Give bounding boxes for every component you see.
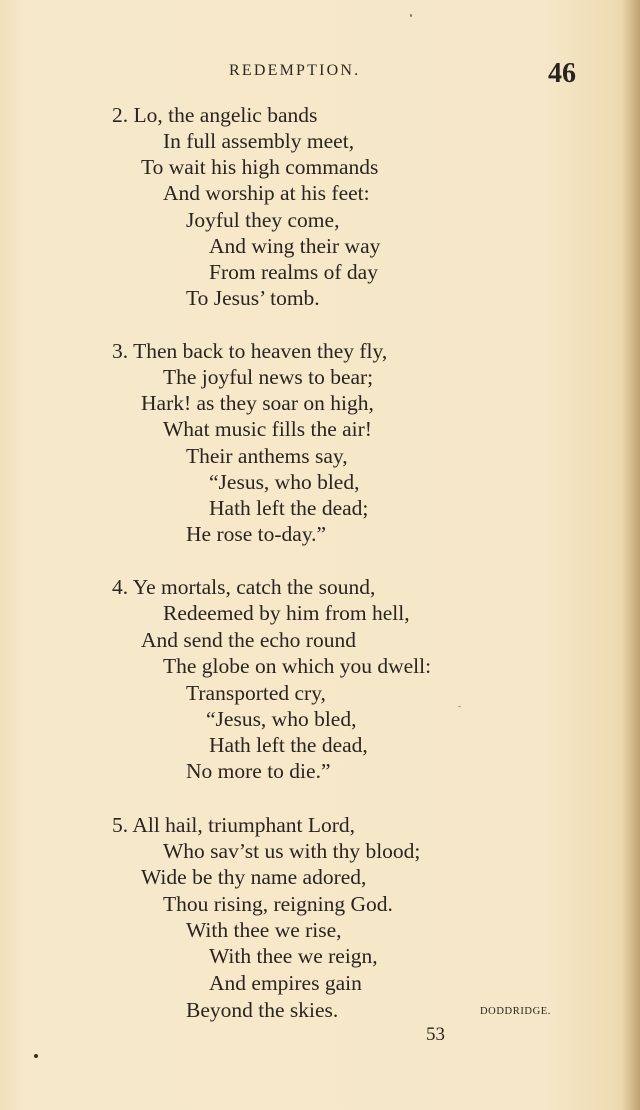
verse-line: What music fills the air!: [163, 417, 372, 441]
verse-line: From realms of day: [209, 260, 378, 284]
verse-line: 4. Ye mortals, catch the sound,: [112, 575, 376, 599]
running-header-title: REDEMPTION.: [229, 62, 361, 79]
verse-line: To Jesus’ tomb.: [186, 286, 320, 310]
verse-line: To wait his high commands: [141, 155, 379, 179]
verse-line: Hark! as they soar on high,: [141, 391, 374, 415]
ink-speck: [34, 1054, 38, 1058]
verse-line: “Jesus, who bled,: [209, 470, 360, 494]
verse-line: Hath left the dead,: [209, 733, 368, 757]
ink-speck: [458, 706, 461, 707]
verse-line: Wide be thy name adored,: [141, 865, 367, 889]
verse-line: No more to die.”: [186, 759, 331, 783]
verse-line: And worship at his feet:: [163, 181, 370, 205]
verse-line: 2. Lo, the angelic bands: [112, 103, 318, 127]
verse-line: Hath left the dead;: [209, 496, 369, 520]
verse-line: 3. Then back to heaven they fly,: [112, 339, 388, 363]
verse-line: Thou rising, reigning God.: [163, 892, 393, 916]
folio-number: 53: [426, 1024, 445, 1045]
verse-line: With thee we reign,: [209, 944, 378, 968]
verse-line: Transported cry,: [186, 681, 326, 705]
author-attribution: DODDRIDGE.: [480, 1006, 552, 1017]
verse-line: Who sav’st us with thy blood;: [163, 839, 421, 863]
verse-line: With thee we rise,: [186, 918, 342, 942]
verse-line: And empires gain: [209, 971, 362, 995]
verse-line: Joyful they come,: [186, 208, 340, 232]
verse-line: The joyful news to bear;: [163, 365, 374, 389]
ink-speck: [410, 14, 412, 17]
page-edge-shadow: [622, 0, 640, 1110]
verse-line: Redeemed by him from hell,: [163, 601, 410, 625]
verse-line: And send the echo round: [141, 628, 356, 652]
verse-line: Their anthems say,: [186, 444, 348, 468]
verse-line: He rose to-day.”: [186, 522, 327, 546]
verse-line: The globe on which you dwell:: [163, 654, 432, 678]
page-number: 46: [548, 58, 576, 89]
verse-line: 5. All hail, triumphant Lord,: [112, 813, 356, 837]
verse-line: Beyond the skies.: [186, 998, 339, 1022]
verse-line: “Jesus, who bled,: [206, 707, 357, 731]
verse-line: In full assembly meet,: [163, 129, 355, 153]
verse-line: And wing their way: [209, 234, 381, 258]
